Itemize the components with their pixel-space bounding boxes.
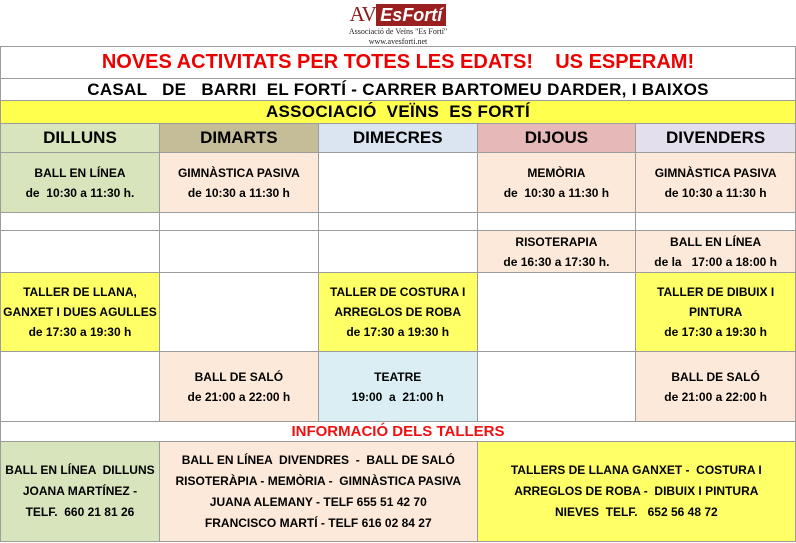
empty-cell xyxy=(477,273,636,352)
activity-schedule-table xyxy=(0,46,796,542)
address-line: CASAL DE BARRI EL FORTÍ - CARRER BARTOMEU DARDER, I BAIXOS xyxy=(1,79,796,101)
days-header-row xyxy=(1,124,796,153)
activity-name: TALLER DE LLANA, xyxy=(23,285,137,299)
activity-name: GIMNÀSTICA PASIVA xyxy=(654,165,777,180)
activity-name: MEMÒRIA xyxy=(527,165,586,180)
day-friday: DIVENDERS xyxy=(636,124,796,153)
info-line: BALL EN LÍNEA DILLUNS xyxy=(5,463,155,477)
empty-cell xyxy=(159,231,318,273)
activity-cell xyxy=(159,153,318,213)
info-line: BALL EN LÍNEA DIVENDRES - BALL DE SALÓ xyxy=(181,452,455,467)
schedule-row-workshops xyxy=(1,273,796,352)
info-contact-monday xyxy=(1,442,160,542)
day-monday: DILLUNS xyxy=(1,124,160,153)
info-line: RISOTERÀPIA - MEMÒRIA - GIMNÀSTICA PASIVA xyxy=(175,473,462,488)
empty-cell xyxy=(477,352,636,422)
info-line: TALLERS DE LLANA GANXET - COSTURA I xyxy=(510,463,762,477)
activity-time: de 10:30 a 11:30 h. xyxy=(25,185,135,200)
activity-name: RISOTERAPIA xyxy=(515,234,598,249)
activity-name: BALL DE SALÓ xyxy=(671,369,760,384)
spacer-row xyxy=(1,213,796,231)
info-line: NIEVES TELF. 652 56 48 72 xyxy=(554,505,718,519)
empty-cell xyxy=(159,273,318,352)
activity-cell xyxy=(636,273,796,352)
activity-time: de 17:30 a 19:30 h xyxy=(346,325,450,339)
empty-cell xyxy=(159,213,318,231)
activity-name: BALL DE SALÓ xyxy=(194,369,284,384)
day-thursday: DIJOUS xyxy=(477,124,636,153)
activity-name: BALL EN LÍNEA xyxy=(34,165,126,180)
workshops-info-title: INFORMACIÓ DELS TALLERS xyxy=(1,422,796,442)
activity-name: TALLER DE COSTURA I xyxy=(330,285,466,299)
empty-cell xyxy=(636,213,796,231)
activity-cell xyxy=(477,153,636,213)
activity-time: de 10:30 a 11:30 h xyxy=(187,185,290,200)
empty-cell xyxy=(318,231,477,273)
activity-cell xyxy=(159,352,318,422)
activity-cell xyxy=(1,273,160,352)
activity-cell xyxy=(636,352,796,422)
info-contact-friday xyxy=(159,442,477,542)
activity-cell xyxy=(318,352,477,422)
logo-esforti: EsFortí xyxy=(376,4,446,26)
workshops-info-row xyxy=(1,442,796,542)
day-wednesday: DIMECRES xyxy=(318,124,477,153)
activity-name: TALLER DE DIBUIX I xyxy=(657,285,775,299)
logo-website: www.avesforti.net xyxy=(368,37,428,46)
activity-name-cont: ARREGLOS DE ROBA xyxy=(334,305,462,319)
info-contact-workshops xyxy=(477,442,795,542)
info-line: JUANA ALEMANY - TELF 655 51 42 70 xyxy=(209,494,427,509)
info-line: ARREGLOS DE ROBA - DIBUIX I PINTURA xyxy=(514,484,759,498)
activity-cell xyxy=(318,273,477,352)
activity-name: TEATRE xyxy=(374,369,422,384)
activity-cell xyxy=(477,231,636,273)
association-name: ASSOCIACIÓ VEÏNS ES FORTÍ xyxy=(1,101,796,124)
empty-cell xyxy=(1,231,160,273)
info-line: TELF. 660 21 81 26 xyxy=(25,505,135,519)
schedule-row-evening xyxy=(1,352,796,422)
activity-time: de 17:30 a 19:30 h xyxy=(28,325,132,339)
schedule-row-morning xyxy=(1,153,796,213)
empty-cell xyxy=(477,213,636,231)
activity-time: de 21:00 a 22:00 h xyxy=(187,389,291,404)
activity-time: 19:00 a 21:00 h xyxy=(351,389,444,404)
empty-cell xyxy=(318,213,477,231)
info-line: JOANA MARTÍNEZ - xyxy=(22,484,138,498)
activity-name-cont: GANXET I DUES AGULLES xyxy=(3,305,157,319)
activity-time: de 21:00 a 22:00 h xyxy=(664,389,767,404)
headline: NOVES ACTIVITATS PER TOTES LES EDATS! US ESPERAM! xyxy=(1,47,796,79)
schedule-row-afternoon xyxy=(1,231,796,273)
association-logo xyxy=(0,4,796,46)
activity-time: de 16:30 a 17:30 h. xyxy=(503,254,610,269)
activity-name-cont: PINTURA xyxy=(688,305,743,319)
logo-subtitle: Associació de Veïns "Es Fortí" xyxy=(348,27,448,36)
empty-cell xyxy=(318,153,477,213)
activity-name: GIMNÀSTICA PASIVA xyxy=(177,165,300,180)
activity-cell xyxy=(1,153,160,213)
activity-time: de 10:30 a 11:30 h xyxy=(664,185,767,200)
activity-time: de 17:30 a 19:30 h xyxy=(664,325,767,339)
logo-av: AV xyxy=(349,2,377,26)
empty-cell xyxy=(1,352,160,422)
activity-cell xyxy=(636,231,796,273)
day-tuesday: DIMARTS xyxy=(159,124,318,153)
activity-time: de 10:30 a 11:30 h xyxy=(503,185,610,200)
activity-cell xyxy=(636,153,796,213)
activity-time: de la 17:00 a 18:00 h xyxy=(654,254,777,269)
empty-cell xyxy=(1,213,160,231)
info-line: FRANCISCO MARTÍ - TELF 616 02 84 27 xyxy=(204,515,432,530)
activity-name: BALL EN LÍNEA xyxy=(670,234,762,249)
